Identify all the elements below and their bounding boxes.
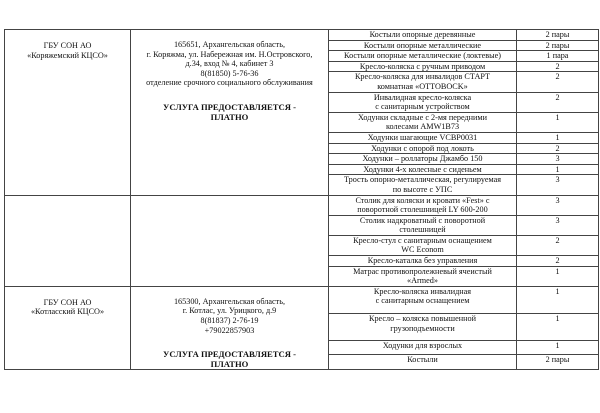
text-line: УСЛУГА ПРЕДОСТАВЛЯЕТСЯ - xyxy=(163,349,296,360)
text-line: WC Econom xyxy=(401,245,444,255)
equipment-name-cell xyxy=(329,195,517,215)
text-line: Ходунки 4-х колесные с сиденьем xyxy=(363,164,482,174)
text-line: поворотной столешницей LY 600-200 xyxy=(357,205,488,215)
organization-cell xyxy=(5,286,131,369)
paid-service-note xyxy=(133,102,326,122)
quantity-cell: 3 xyxy=(517,215,599,235)
quantity-cell: 3 xyxy=(517,195,599,215)
text-line: Столик для коляски и кровати «Fest» с xyxy=(355,195,490,205)
quantity-cell: 1 xyxy=(517,132,599,143)
equipment-name-cell xyxy=(329,143,517,154)
text-line: ГБУ СОН АО xyxy=(43,297,92,307)
equipment-name-cell xyxy=(329,256,517,267)
text-line: Ходунки для взрослых xyxy=(382,341,463,351)
equipment-name-cell xyxy=(329,175,517,195)
text-line: Кресло-коляска для инвалидов СТАРТ xyxy=(354,72,491,82)
organization-cell xyxy=(5,30,131,196)
text-line: ПЛАТНО xyxy=(210,111,249,122)
text-line: Ходунки шагающие VCBP0031 xyxy=(367,132,478,142)
text-line: д.34, вход № 4, кабинет 3 xyxy=(185,59,274,69)
table-row xyxy=(5,30,599,41)
text-line: Ходунки с опорой под локоть xyxy=(371,143,474,153)
equipment-name-cell xyxy=(329,61,517,72)
equipment-name-cell xyxy=(329,154,517,165)
text-line: грузоподъемности xyxy=(390,323,455,333)
quantity-cell: 1 xyxy=(517,341,599,355)
equipment-name-cell xyxy=(329,266,517,286)
text-line: ГБУ СОН АО xyxy=(43,41,92,50)
text-line: Кресло – коляска повышенной xyxy=(369,314,476,323)
text-line: отделение срочного социального обслуживания xyxy=(146,78,313,88)
equipment-name-cell xyxy=(329,314,517,341)
text-line: с санитарным устройством xyxy=(375,102,470,112)
text-line: Кресло-каталка без управления xyxy=(367,256,478,266)
quantity-cell: 2 xyxy=(517,143,599,154)
equipment-name-cell xyxy=(329,72,517,92)
text-line: Костыли xyxy=(407,355,438,365)
text-line: Костыли опорные металлические (локтевые) xyxy=(344,51,501,61)
text-line: г. Коряжма, ул. Набережная им. Н.Островского, xyxy=(146,49,313,59)
quantity-cell: 1 пара xyxy=(517,51,599,62)
rental-equipment-table xyxy=(4,29,599,370)
quantity-cell: 3 xyxy=(517,175,599,195)
quantity-cell: 1 xyxy=(517,286,599,313)
equipment-name-cell xyxy=(329,286,517,313)
text-line: по высоте с УПС xyxy=(392,184,453,194)
text-line: «Armed» xyxy=(407,276,438,286)
equipment-name-cell xyxy=(329,132,517,143)
table-row xyxy=(5,286,599,313)
text-line: Кресло-коляска с ручным приводом xyxy=(359,61,486,71)
quantity-cell: 1 xyxy=(517,266,599,286)
equipment-name-cell xyxy=(329,51,517,62)
equipment-name-cell xyxy=(329,30,517,41)
equipment-name-cell xyxy=(329,235,517,255)
text-line: +79022857903 xyxy=(204,325,255,335)
quantity-cell: 2 xyxy=(517,61,599,72)
quantity-cell: 3 xyxy=(517,154,599,165)
text-line: «Коряжемский КЦСО» xyxy=(27,50,108,60)
quantity-cell: 2 xyxy=(517,256,599,267)
organization-cell xyxy=(5,195,131,286)
text-line: Кресло-стул с санитарным оснащением xyxy=(353,235,492,245)
text-line: Столик надкроватный с поворотной xyxy=(359,215,486,225)
text-line: Кресло-коляска инвалидная xyxy=(373,286,472,296)
text-line: г. Котлас, ул. Урицкого, д.9 xyxy=(182,306,277,316)
table-row xyxy=(5,195,599,215)
text-line: ПЛАТНО xyxy=(210,359,249,370)
equipment-name-cell xyxy=(329,112,517,132)
quantity-cell: 1 xyxy=(517,314,599,341)
text-line: Инвалидная кресло-коляска xyxy=(373,92,472,102)
quantity-cell: 1 xyxy=(517,164,599,175)
table-body xyxy=(5,30,599,370)
text-line: столешницей xyxy=(399,225,446,235)
address-cell xyxy=(131,195,329,286)
text-line: с санитарным оснащением xyxy=(375,296,470,306)
text-line: 165651, Архангельская область, xyxy=(173,40,286,49)
text-line: Трость опорно-металлическая, регулируемая xyxy=(343,175,502,185)
text-line: «Котласский КЦСО» xyxy=(30,307,105,317)
equipment-name-cell xyxy=(329,355,517,370)
equipment-name-cell xyxy=(329,92,517,112)
quantity-cell: 2 xyxy=(517,92,599,112)
text-line: Матрас противопролежневый ячеистый xyxy=(353,266,492,276)
equipment-name-cell xyxy=(329,164,517,175)
quantity-cell: 1 xyxy=(517,112,599,132)
text-line: 8(81837) 2-76-19 xyxy=(200,316,259,326)
text-line: колесами AMW1B73 xyxy=(385,122,460,132)
address-cell xyxy=(131,30,329,196)
paid-service-note xyxy=(133,349,326,369)
text-line: 8(81850) 5-76-36 xyxy=(200,68,259,78)
text-line: 165300, Архангельская область, xyxy=(173,296,286,306)
quantity-cell: 2 пары xyxy=(517,355,599,370)
text-line: Костыли опорные деревянные xyxy=(369,30,476,39)
text-line: Ходунки складные с 2-мя передними xyxy=(358,112,487,122)
equipment-name-cell xyxy=(329,40,517,51)
text-line: Костыли опорные металлические xyxy=(363,40,482,50)
address-cell xyxy=(131,286,329,369)
equipment-name-cell xyxy=(329,215,517,235)
quantity-cell: 2 пары xyxy=(517,40,599,51)
text-line: Ходунки – роллаторы Джамбо 150 xyxy=(362,154,483,164)
text-line: комнатная «OTTOBOCK» xyxy=(377,81,468,91)
quantity-cell: 2 xyxy=(517,72,599,92)
quantity-cell: 2 пары xyxy=(517,30,599,41)
equipment-name-cell xyxy=(329,341,517,355)
text-line: УСЛУГА ПРЕДОСТАВЛЯЕТСЯ - xyxy=(163,101,296,112)
quantity-cell: 2 xyxy=(517,235,599,255)
